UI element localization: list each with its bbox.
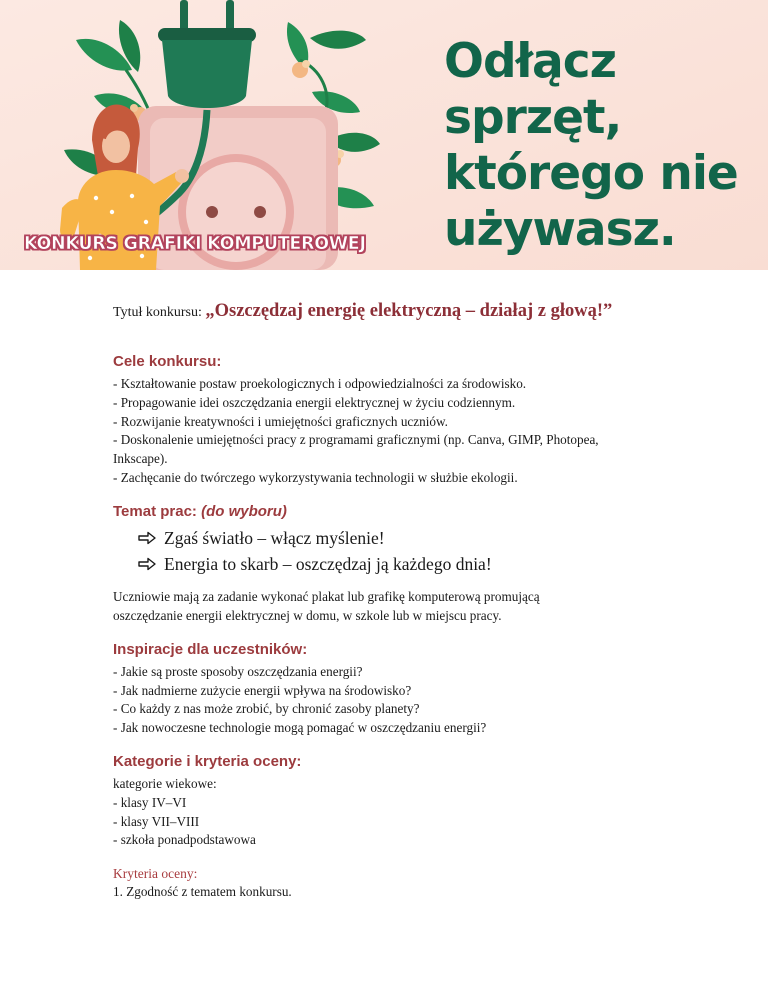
headline-line: Odłącz: [444, 34, 616, 89]
topic-item: [137, 525, 673, 551]
topics-heading: [113, 502, 673, 522]
criteria-section: [113, 864, 673, 902]
goal-line: Inkscape).: [113, 451, 168, 467]
contest-title-row: [113, 296, 673, 328]
banner-headline: [444, 34, 738, 258]
description-line: Uczniowie mają za zadanie wykonać plakat lub grafikę komputerową promującą: [113, 588, 540, 604]
headline-line: sprzęt,: [444, 90, 622, 145]
inspirations-heading: Inspiracje dla uczestników:: [113, 640, 308, 658]
description-line: oszczędzanie energii elektrycznej w domu, w szkole lub w miejscu pracy.: [113, 608, 502, 624]
categories-heading: Kategorie i kryteria oceny:: [113, 752, 302, 770]
goals-heading: Cele konkursu:: [113, 353, 222, 370]
topic-item-text: Energia to skarb – oszczędzaj ją każdego dnia!: [164, 553, 492, 574]
inspirations-section: [113, 640, 673, 738]
goal-line: - Doskonalenie umiejętności pracy z programami graficznymi (np. Canva, GIMP, Photopea,: [113, 432, 599, 448]
category-line: - klasy VII–VIII: [113, 813, 200, 829]
goal-line: - Zachęcanie do twórczego wykorzystywania technologii w służbie ekologii.: [113, 469, 518, 485]
inspiration-line: - Jak nadmierne zużycie energii wpływa na środowisko?: [113, 682, 412, 698]
topics-heading-note: (do wyboru): [201, 502, 287, 520]
topics-list: [113, 525, 673, 577]
arrow-right-icon: [137, 557, 157, 571]
criteria-heading: Kryteria oceny:: [113, 866, 198, 882]
goal-line: - Rozwijanie kreatywności i umiejętności graficznych uczniów.: [113, 413, 448, 429]
topic-item: [137, 551, 673, 577]
goal-line: - Kształtowanie postaw proekologicznych i odpowiedzialności za środowisko.: [113, 376, 527, 391]
contest-title-label: Tytuł konkursu:: [113, 305, 202, 320]
topics-description: [113, 587, 673, 626]
criteria-line: 1. Zgodność z tematem konkursu.: [113, 884, 292, 900]
contest-label: KONKURS GRAFIKI KOMPUTEROWEJ: [24, 234, 366, 254]
topics-heading-text: Temat prac:: [113, 502, 197, 520]
header-banner: [0, 0, 768, 270]
headline-line: używasz.: [444, 202, 676, 257]
category-line: - szkoła ponadpodstawowa: [113, 832, 256, 848]
topic-item-text: Zgaś światło – włącz myślenie!: [164, 527, 385, 548]
category-line: kategorie wiekowe:: [113, 775, 217, 791]
inspiration-line: - Jakie są proste sposoby oszczędzania energii?: [113, 663, 363, 679]
topics-section: [113, 502, 673, 626]
goals-section: [113, 352, 673, 488]
contest-title: „Oszczędzaj energię elektryczną – działaj z głową!”: [205, 301, 613, 321]
headline-line: którego nie: [444, 146, 738, 201]
inspiration-line: - Co każdy z nas może zrobić, by chronić zasoby planety?: [113, 701, 420, 717]
inspiration-line: - Jak nowoczesne technologie mogą pomagać w oszczędzaniu energii?: [113, 720, 487, 736]
arrow-right-icon: [137, 531, 157, 545]
goal-line: - Propagowanie idei oszczędzania energii elektrycznej w życiu codziennym.: [113, 394, 516, 410]
category-line: - klasy IV–VI: [113, 794, 187, 810]
document-body: [113, 296, 673, 902]
categories-section: [113, 752, 673, 850]
